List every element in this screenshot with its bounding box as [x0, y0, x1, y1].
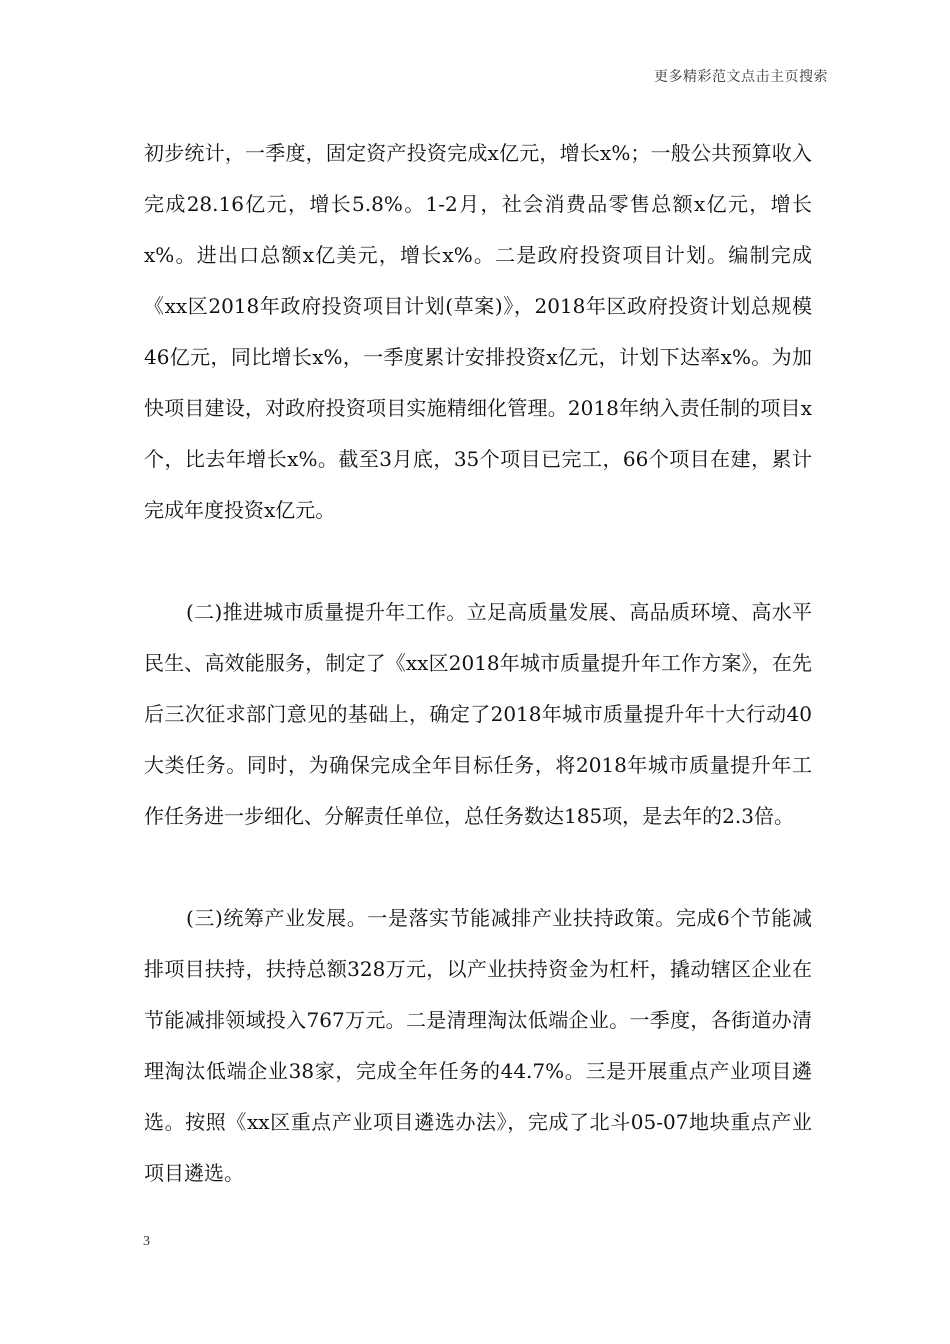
paragraph-spacer: [144, 842, 812, 893]
paragraph-3: (三)统筹产业发展。一是落实节能减排产业扶持政策。完成6个节能减排项目扶持，扶持总额328万元，以产业扶持资金为杠杆，撬动辖区企业在节能减排领域投入767万元。二是清理淘汰低端企业。一季度，各街道办清理淘汰低端企业38家，完成全年任务的44.7%。三是开展重点产业项目遴选。按照《xx区重点产业项目遴选办法》，完成了北斗05-07地块重点产业项目遴选。: [144, 906, 812, 1185]
document-body: [144, 128, 812, 1199]
homepage-search-link[interactable]: 更多精彩范文点击主页搜索: [654, 69, 828, 85]
paragraph-spacer: [144, 536, 812, 587]
page-number: 3: [143, 1234, 150, 1249]
paragraph-2: (二)推进城市质量提升年工作。立足高质量发展、高品质环境、高水平民生、高效能服务，制定了《xx区2018年城市质量提升年工作方案》，在先后三次征求部门意见的基础上，确定了2018年城市质量提升年十大行动40大类任务。同时，为确保完成全年目标任务，将2018年城市质量提升年工作任务进一步细化、分解责任单位，总任务数达185项，是去年的2.3倍。: [144, 600, 812, 828]
paragraph-1: 初步统计，一季度，固定资产投资完成x亿元，增长x%；一般公共预算收入完成28.16亿元，增长5.8%。1-2月，社会消费品零售总额x亿元，增长x%。进出口总额x亿美元，增长x%。二是政府投资项目计划。编制完成《xx区2018年政府投资项目计划(草案)》，2018年区政府投资计划总规模46亿元，同比增长x%，一季度累计安排投资x亿元，计划下达率x%。为加快项目建设，对政府投资项目实施精细化管理。2018年纳入责任制的项目x个，比去年增长x%。截至3月底，35个项目已完工，66个项目在建，累计完成年度投资x亿元。: [144, 141, 812, 522]
